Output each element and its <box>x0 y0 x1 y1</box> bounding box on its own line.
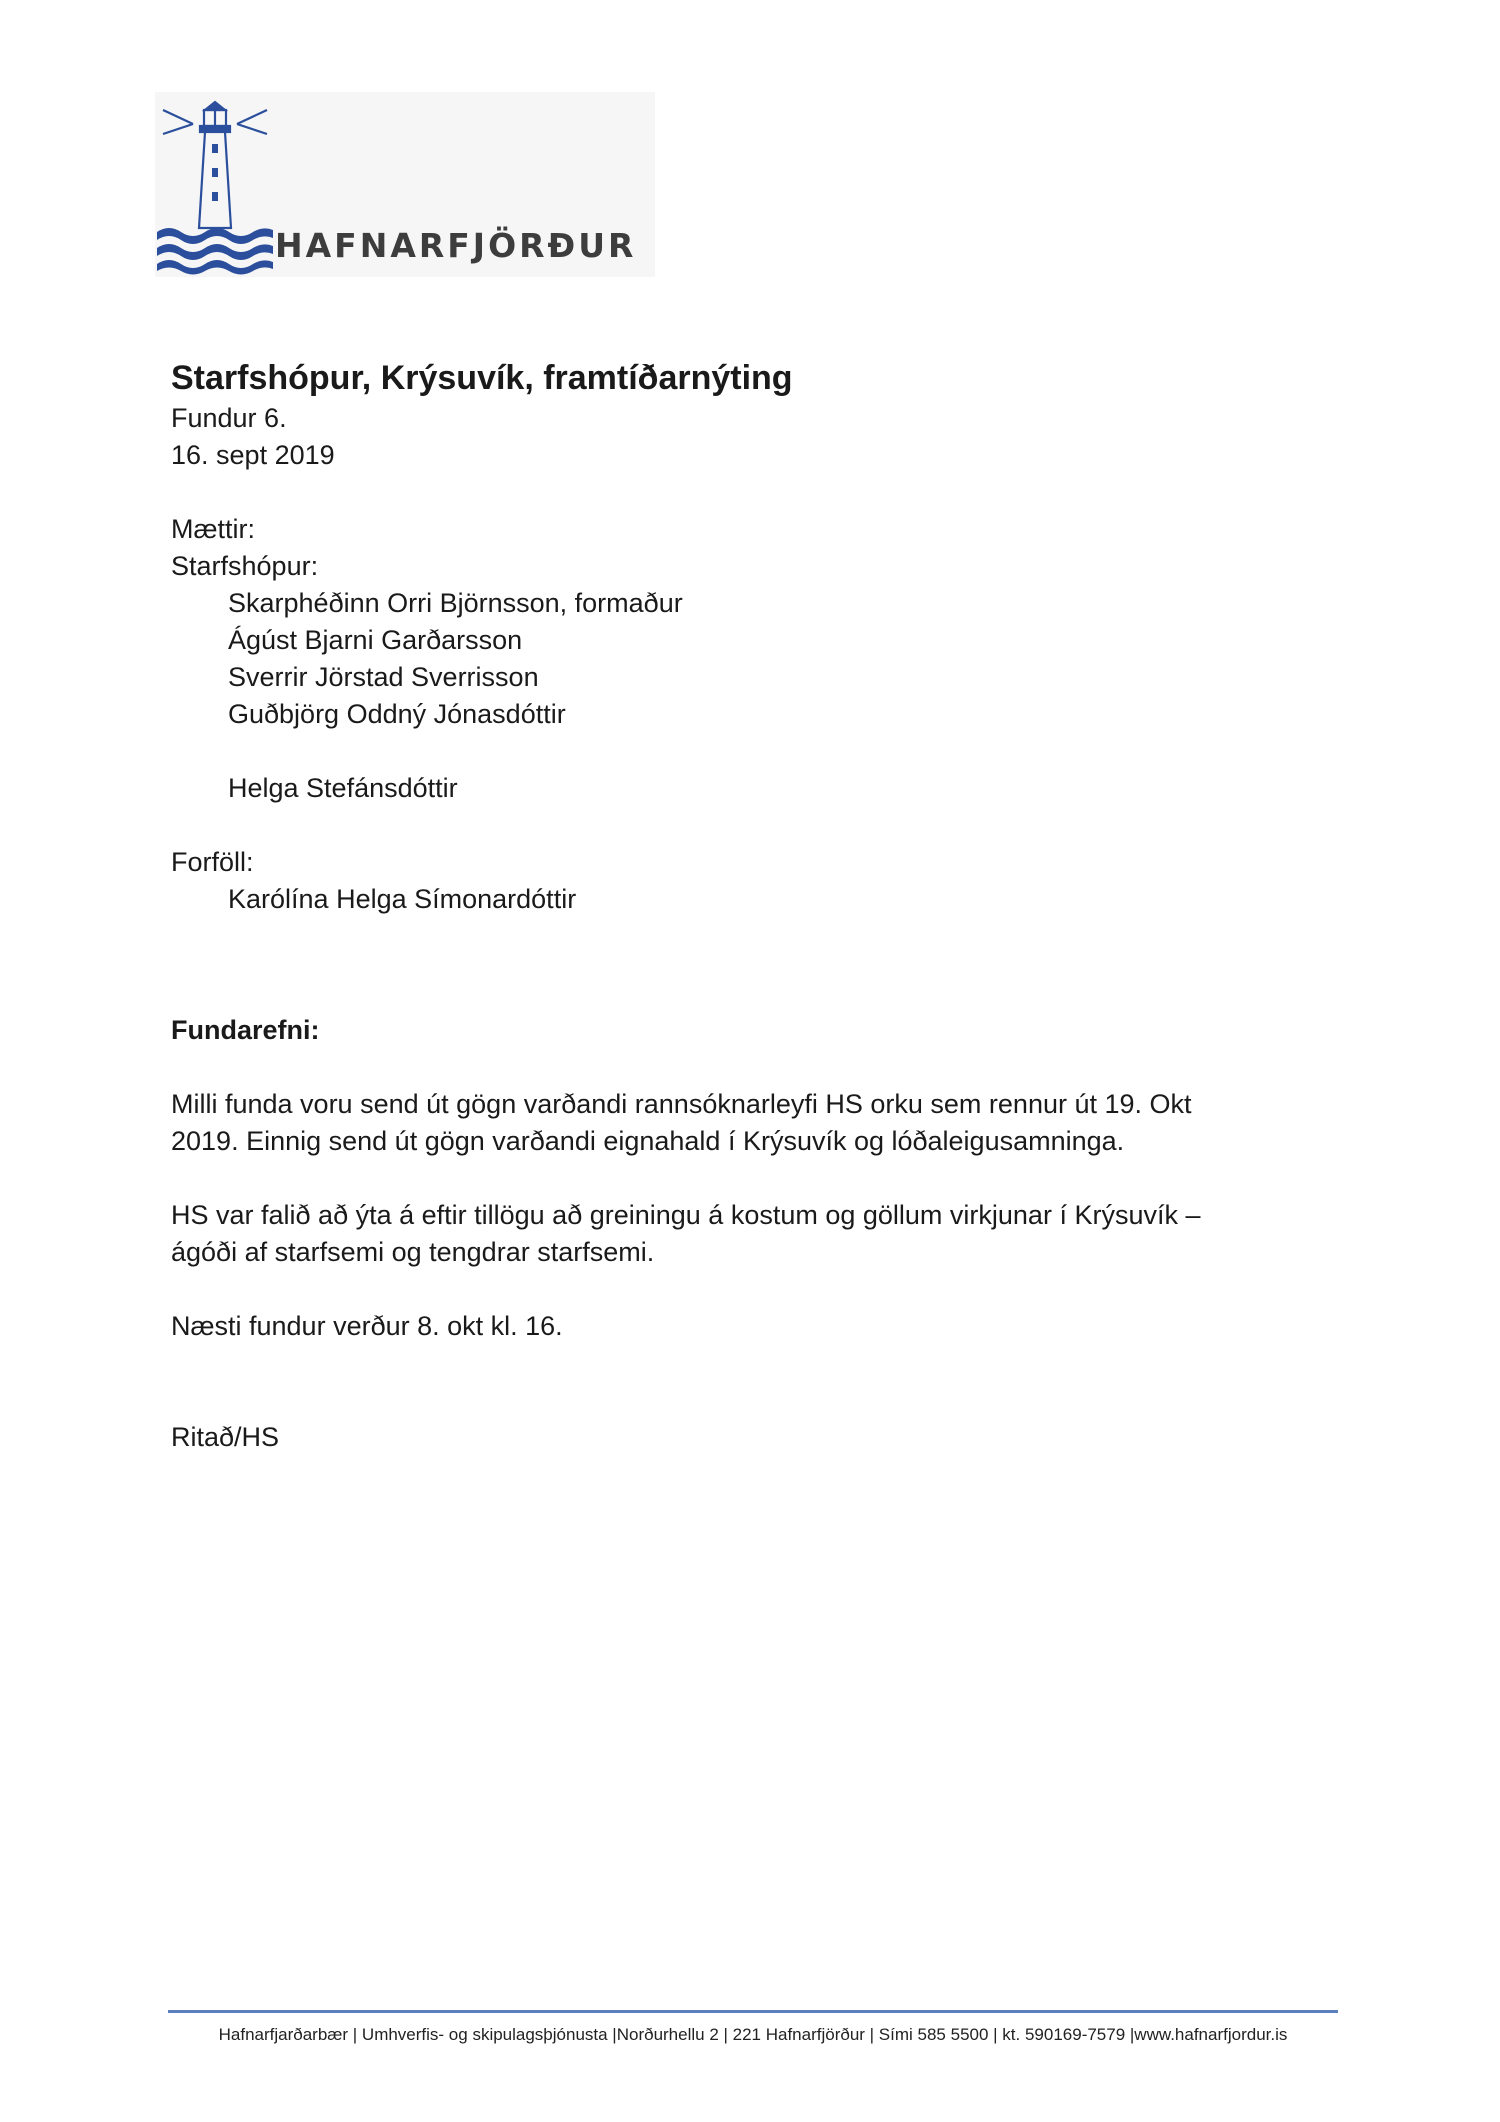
group-label: Starfshópur: <box>171 551 319 581</box>
footer-text: Hafnarfjarðarbær | Umhverfis- og skipulagsþjónusta |Norðurhellu 2 | 221 Hafnarfjörður | Sími 585 5500 | kt. 590169-7579 |www.hafnarfjordur.is <box>218 2025 1288 2044</box>
agenda-heading: Fundarefni: <box>171 1015 320 1045</box>
agenda-paragraph: HS var falið að ýta á eftir tillögu að greiningu á kostum og göllum virkjunar í Krýsuvík – ágóði af starfsemi og tengdrar starfsemi. <box>171 1200 1201 1267</box>
member-item: Skarphéðinn Orri Björnsson, formaður <box>228 588 683 618</box>
member-item: Ágúst Bjarni Garðarsson <box>228 625 523 655</box>
signature: Ritað/HS <box>171 1422 280 1452</box>
meeting-number: Fundur 6. <box>171 403 287 433</box>
document-title: Starfshópur, Krýsuvík, framtíðarnýting <box>171 359 793 397</box>
absent-label: Forföll: <box>171 847 254 877</box>
attendees-label: Mættir: <box>171 514 255 544</box>
logo-org-name: HAFNARFJÖRÐUR <box>275 226 637 265</box>
logo <box>155 92 655 277</box>
footer-divider <box>168 2010 1338 2013</box>
member-item: Guðbjörg Oddný Jónasdóttir <box>228 699 566 729</box>
member-item: Sverrir Jörstad Sverrisson <box>228 662 539 692</box>
lighthouse-icon <box>155 92 275 277</box>
staff-member: Helga Stefánsdóttir <box>228 773 458 803</box>
document-body <box>171 356 1331 1456</box>
agenda-paragraph: Milli funda voru send út gögn varðandi rannsóknarleyfi HS orku sem rennur út 19. Okt 2019. Einnig send út gögn varðandi eignahald í Krýsuvík og lóðaleigusamninga. <box>171 1089 1192 1156</box>
agenda-paragraph: Næsti fundur verður 8. okt kl. 16. <box>171 1311 563 1341</box>
absent-item: Karólína Helga Símonardóttir <box>228 884 577 914</box>
meeting-date: 16. sept 2019 <box>171 440 335 470</box>
